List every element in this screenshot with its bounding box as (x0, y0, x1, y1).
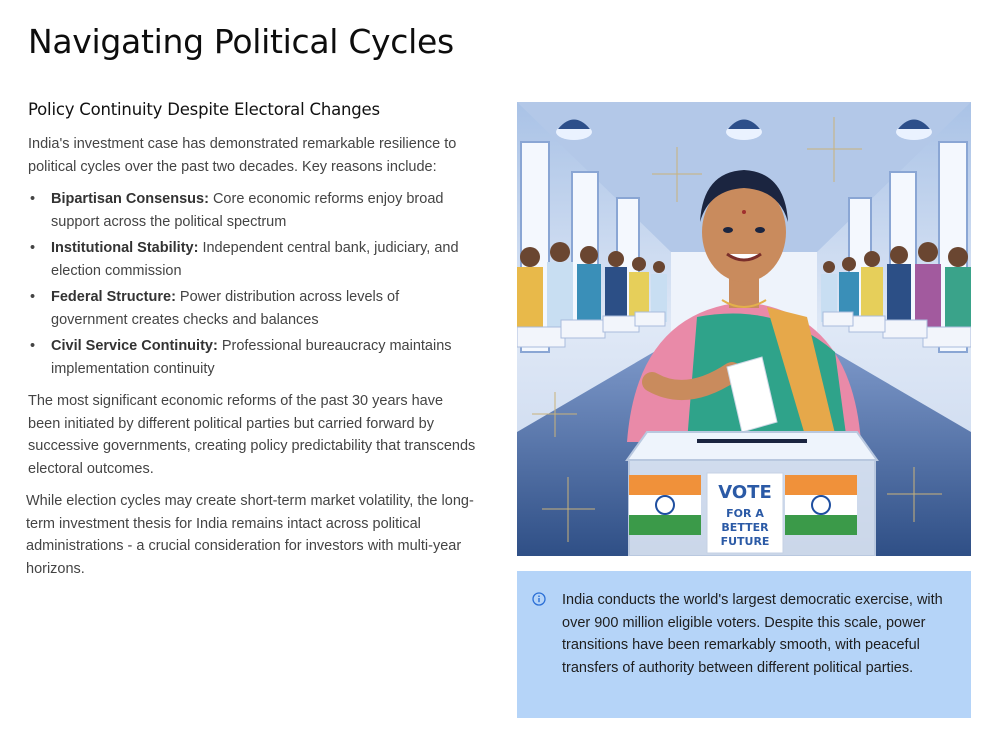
bullet-icon: • (30, 338, 36, 354)
list-item-bipartisan (28, 188, 478, 233)
section-subtitle: Policy Continuity Despite Electoral Changes (28, 100, 380, 119)
list-item-institutional (28, 237, 478, 282)
info-text: India conducts the world's largest democratic exercise, with over 900 million eligible voters. Despite this scale, power transitions have been remarkably smooth, with peaceful transfers of authority between different political parties. (562, 592, 943, 676)
reason-text: Power distribution across levels of government creates checks and balances (51, 289, 400, 328)
sign-line-future: FUTURE (720, 535, 770, 548)
reforms-paragraph: The most significant economic reforms of the past 30 years have been initiated by different political parties but carried forward by successive governments, creating policy predictability that transcends electoral outcomes. (28, 393, 476, 477)
closing-paragraph: While election cycles may create short-term market volatility, the long-term investment thesis for India remains intact across political administrations - a crucial consideration for investors with multi-year horizons. (26, 493, 474, 577)
page-title: Navigating Political Cycles (28, 22, 454, 61)
bullet-icon: • (30, 240, 36, 256)
reason-text: Independent central bank, judiciary, and election commission (51, 240, 459, 279)
reason-label: Federal Structure: (51, 289, 176, 305)
ballot-box (627, 432, 877, 556)
reasons-list (28, 188, 478, 380)
sign-line-for-a: FOR A (726, 507, 764, 520)
voting-illustration (517, 102, 971, 556)
reason-label: Institutional Stability: (51, 240, 199, 256)
info-circle-icon (532, 592, 546, 606)
info-callout (517, 571, 971, 718)
sign-line-vote: VOTE (718, 482, 772, 503)
reason-label: Bipartisan Consensus: (51, 191, 209, 207)
content-column (28, 100, 478, 590)
flag-left-icon (629, 475, 701, 535)
reason-text: Professional bureaucracy maintains implementation continuity (51, 338, 452, 377)
list-item-federal (28, 286, 478, 331)
sign-line-better: BETTER (721, 521, 769, 534)
list-item-civil-service (28, 335, 478, 380)
bullet-icon: • (30, 289, 36, 305)
flag-right-icon (785, 475, 857, 535)
bullet-icon: • (30, 191, 36, 207)
reason-label: Civil Service Continuity: (51, 338, 218, 354)
intro-paragraph: India's investment case has demonstrated remarkable resilience to political cycles over the past two decades. Key reasons include: (28, 136, 457, 175)
reason-text: Core economic reforms enjoy broad support across the political spectrum (51, 191, 444, 230)
